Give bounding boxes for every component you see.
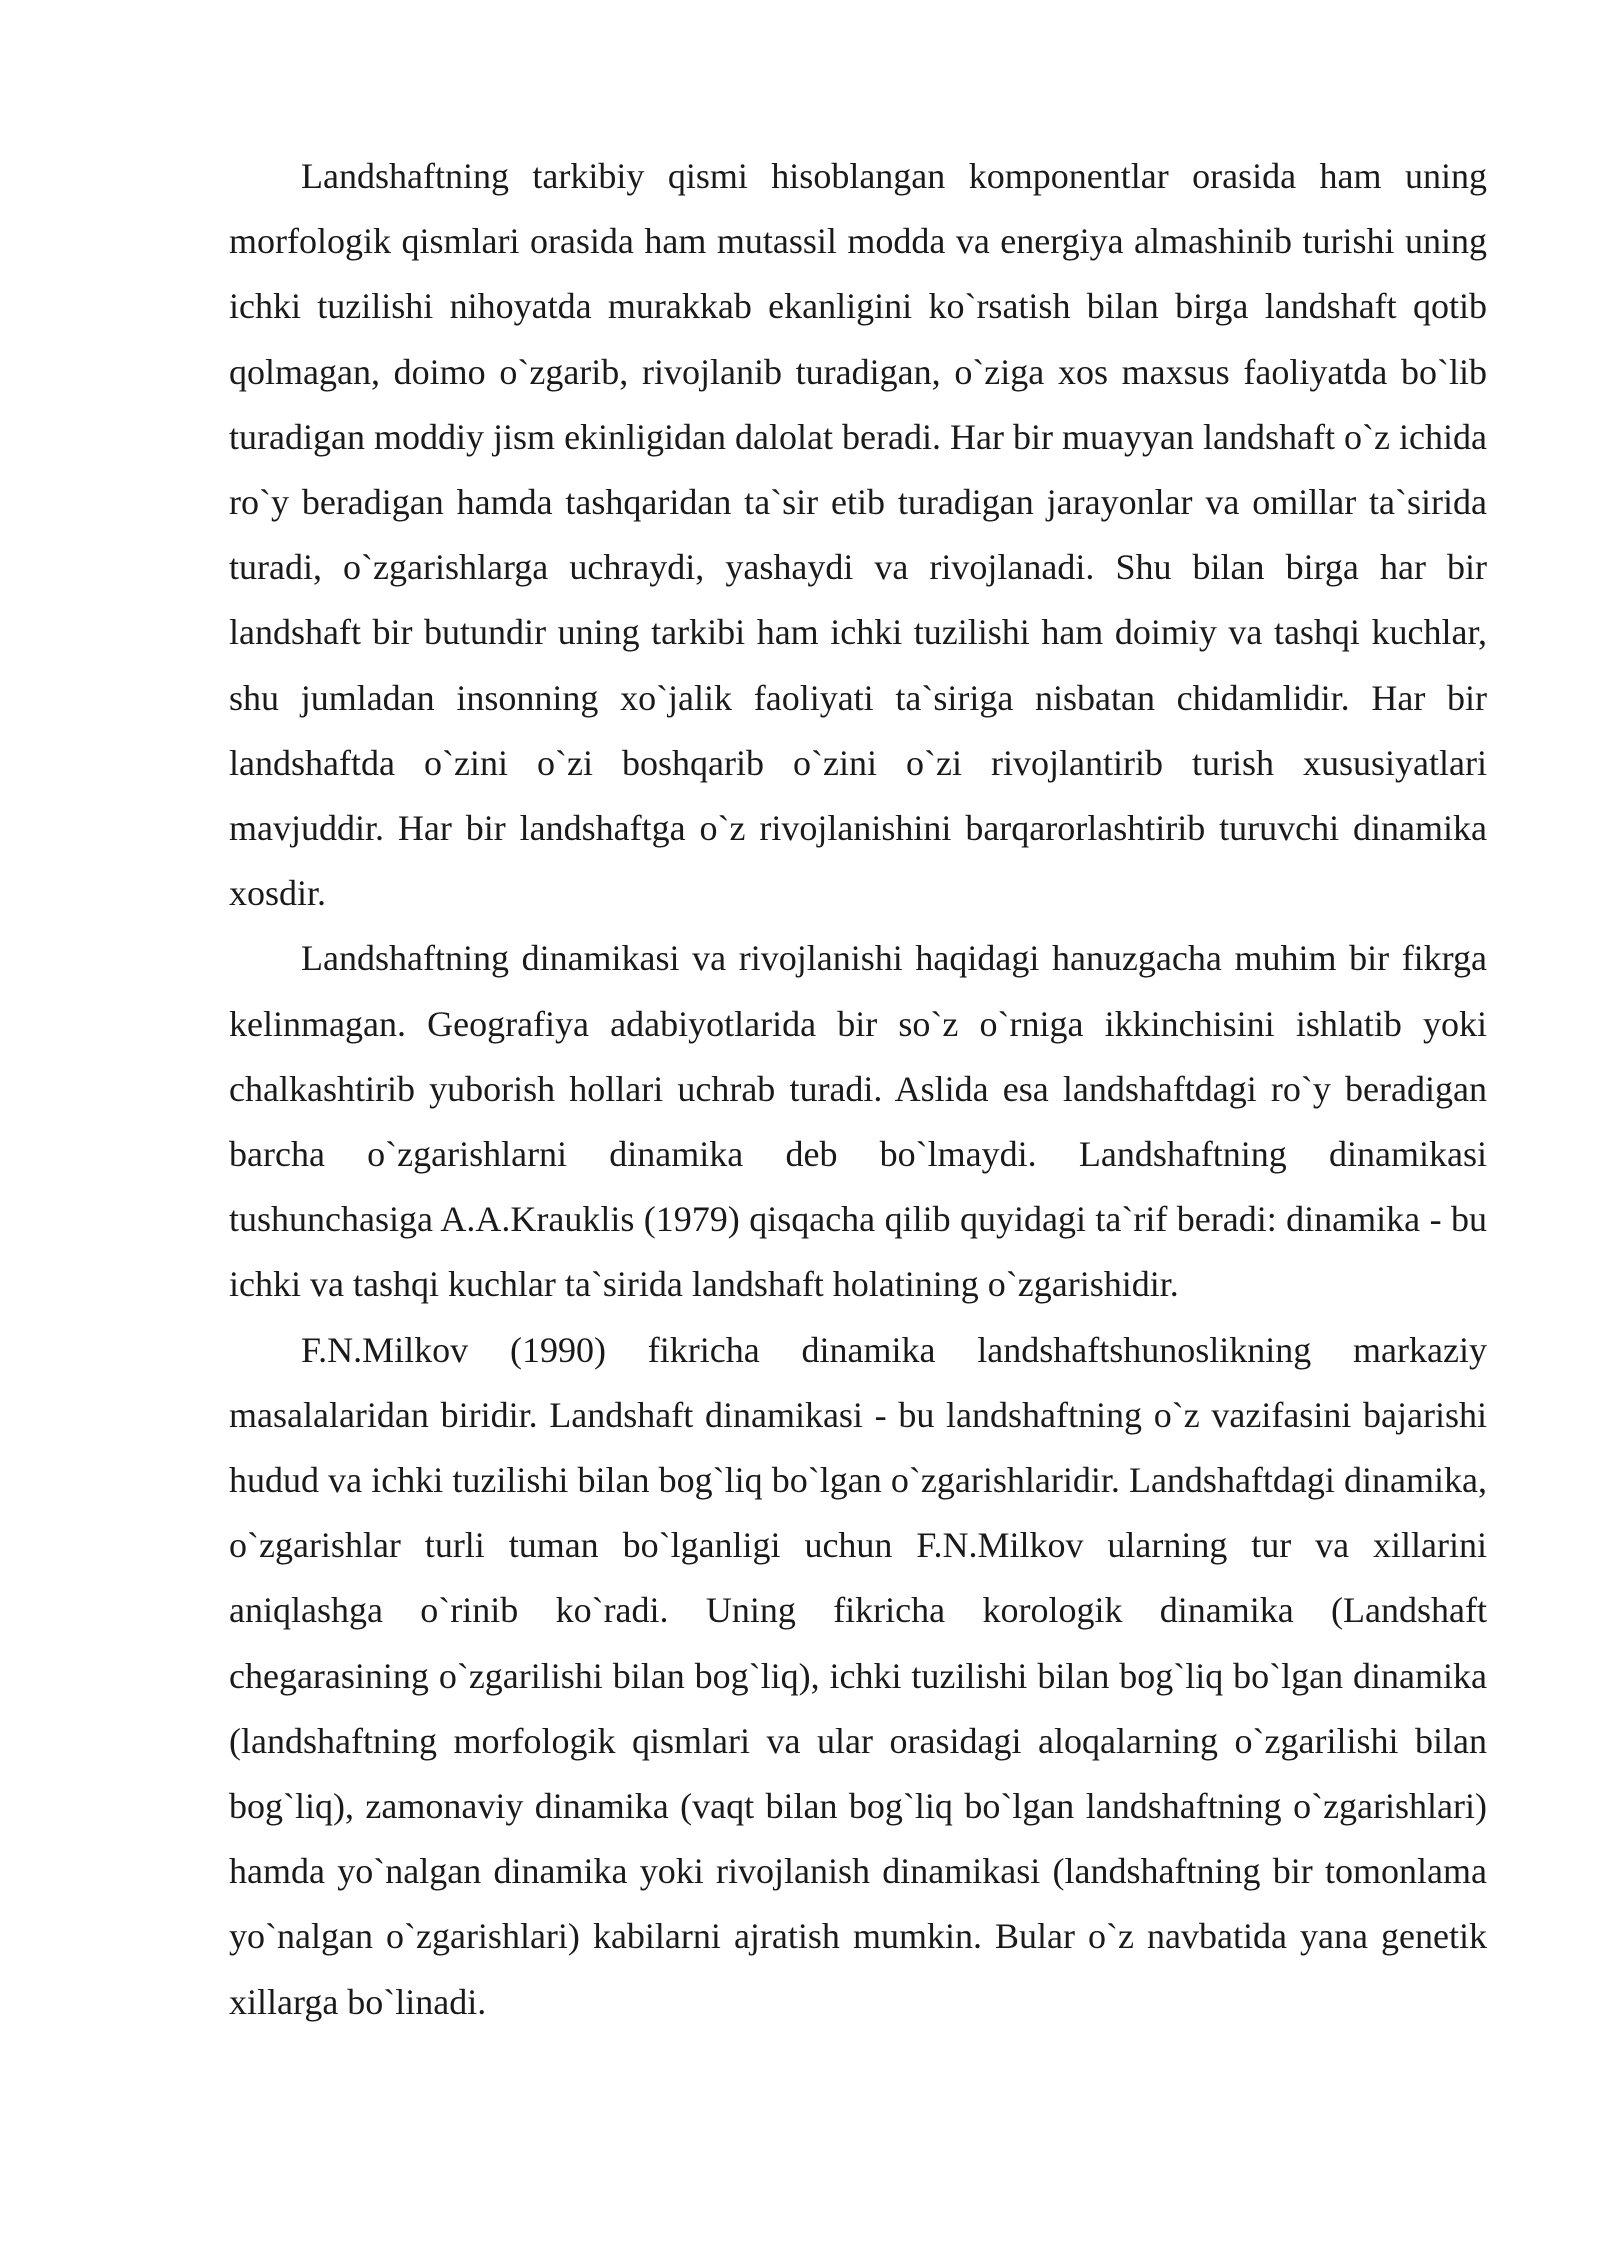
document-body xyxy=(229,144,1487,2035)
paragraph-milkov-dynamics: F.N.Milkov (1990) fikricha dinamika landshaftshunoslikning markaziy masalalaridan biridir. Landshaft dinamikasi - bu landshaftning o`z vazifasini bajarishi hudud va ichki tuzilishi bilan bog`liq bo`lgan o`zgarishlaridir. Landshaftdagi dinamika, o`zgarishlar turli tuman bo`lganligi uchun F.N.Milkov ularning tur va xillarini aniqlashga o`rinib ko`radi. Uning fikricha korologik dinamika (Landshaft chegarasining o`zgarilishi bilan bog`liq), ichki tuzilishi bilan bog`liq bo`lgan dinamika (landshaftning morfologik qismlari va ular orasidagi aloqalarning o`zgarilishi bilan bog`liq), zamonaviy dinamika (vaqt bilan bog`liq bo`lgan landshaftning o`zgarishlari) hamda yo`nalgan dinamika yoki rivojlanish dinamikasi (landshaftning bir tomonlama yo`nalgan o`zgarishlari) kabilarni ajratish mumkin. Bular o`z navbatida yana genetik xillarga bo`linadi. xyxy=(229,1329,1487,2022)
paragraph-landscape-structure: Landshaftning tarkibiy qismi hisoblangan komponentlar orasida ham uning morfologik qismlari orasida ham mutassil modda va energiya almashinib turishi uning ichki tuzilishi nihoyatda murakkab ekanligini ko`rsatish bilan birga landshaft qotib qolmagan, doimo o`zgarib, rivojlanib turadigan, o`ziga xos maxsus faoliyatda bo`lib turadigan moddiy jism ekinligidan dalolat beradi. Har bir muayyan landshaft o`z ichida ro`y beradigan hamda tashqaridan ta`sir etib turadigan jarayonlar va omillar ta`sirida turadi, o`zgarishlarga uchraydi, yashaydi va rivojlanadi. Shu bilan birga har bir landshaft bir butundir uning tarkibi ham ichki tuzilishi ham doimiy va tashqi kuchlar, shu jumladan insonning xo`jalik faoliyati ta`siriga nisbatan chidamlidir. Har bir landshaftda o`zini o`zi boshqarib o`zini o`zi rivojlantirib turish xususiyatlari mavjuddir. Har bir landshaftga o`z rivojlanishini barqarorlashtirib turuvchi dinamika xosdir. xyxy=(229,156,1487,914)
paragraph-landscape-dynamics: Landshaftning dinamikasi va rivojlanishi haqidagi hanuzgacha muhim bir fikrga kelinmagan. Geografiya adabiyotlarida bir so`z o`rniga ikkinchisini ishlatib yoki chalkashtirib yuborish hollari uchrab turadi. Aslida esa landshaftdagi ro`y beradigan barcha o`zgarishlarni dinamika deb bo`lmaydi. Landshaftning dinamikasi tushunchasiga A.A.Krauklis (1979) qisqacha qilib quyidagi ta`rif beradi: dinamika - bu ichki va tashqi kuchlar ta`sirida landshaft holatining o`zgarishidir. xyxy=(229,938,1487,1305)
